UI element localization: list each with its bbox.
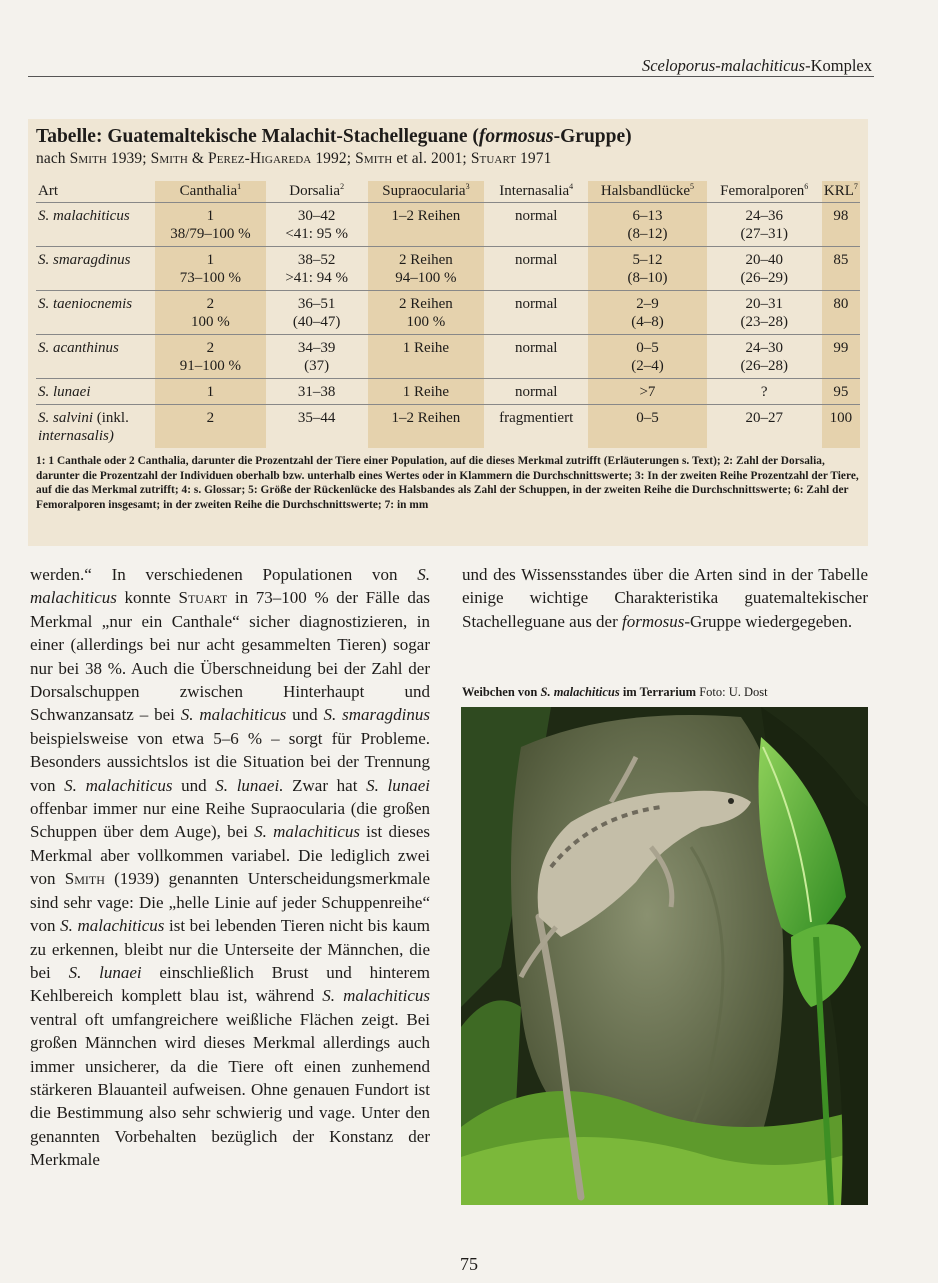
- table-box: [28, 119, 868, 546]
- photo-caption: Weibchen von S. malachiticus im Terrarium Foto: U. Dost: [462, 685, 768, 699]
- table-cell-dors: 30–42 <41: 95 %: [266, 203, 368, 247]
- table-cell-dors: 36–51 (40–47): [266, 291, 368, 335]
- table-cell-hals: >7: [588, 379, 706, 405]
- table-sources: nach Smith 1939; Smith & Perez-Higareda 1992; Smith et al. 2001; Stuart 1971: [36, 150, 552, 167]
- running-head: Sceloporus-malachiticus-Komplex: [641, 56, 872, 75]
- table-cell-supra: 2 Reihen 94–100 %: [368, 247, 484, 291]
- table-cell-art: S. smaragdinus: [36, 247, 155, 291]
- table-cell-fem: 20–31 (23–28): [707, 291, 822, 335]
- table-cell-hals: 6–13 (8–12): [588, 203, 706, 247]
- header-supraocularia: Supraocularia$^3$: [368, 181, 484, 203]
- header-dorsalia: Dorsalia$^2$: [266, 181, 368, 203]
- table-cell-art: S. taeniocnemis: [36, 291, 155, 335]
- table-cell-inter: normal: [484, 335, 588, 379]
- table-row: [36, 203, 860, 247]
- table-cell-art: S. lunaei: [36, 379, 155, 405]
- body-text-right: und des Wissensstandes über die Arten sind in der Tabelle einige wichtige Charakteristika guatemaltekischer Stachelleguane aus der formosus-Gruppe wiedergegeben.: [462, 565, 868, 631]
- table-cell-inter: normal: [484, 379, 588, 405]
- table-title: Tabelle: Guatemaltekische Malachit-Stachelleguane (formosus-Gruppe): [36, 126, 632, 147]
- table-cell-krl: 100: [822, 405, 860, 449]
- table-cell-canth: 1 38/79–100 %: [155, 203, 265, 247]
- table-cell-fem: 24–30 (26–28): [707, 335, 822, 379]
- table-cell-supra: 1–2 Reihen: [368, 203, 484, 247]
- table-cell-krl: 98: [822, 203, 860, 247]
- table-cell-supra: 1–2 Reihen: [368, 405, 484, 449]
- table-cell-krl: 95: [822, 379, 860, 405]
- table-cell-hals: 0–5 (2–4): [588, 335, 706, 379]
- species-table: [36, 181, 860, 448]
- header-krl: KRL$^7$: [822, 181, 860, 203]
- header-halsbandluecke: Halsbandlücke$^5$: [588, 181, 706, 203]
- table-cell-dors: 38–52 >41: 94 %: [266, 247, 368, 291]
- table-header-row: [36, 181, 860, 203]
- table-cell-dors: 35–44: [297, 410, 336, 426]
- table-row: [36, 335, 860, 379]
- body-text-left: werden.“ In verschiedenen Populationen von S. malachiticus konnte Stuart in 73–100 % der Fälle das Merkmal „nur ein Canthale“ sicher diagnostizieren, in einer (allerdings bei nur acht gesammelten Tieren) sogar nur bei 38 %. Auch die Überschneidung bei der Zahl der Dorsalschuppen zwischen Hinterhaupt und Schwanzansatz – bei S. malachiticus und S. smaragdinus beispielsweise von etwa 5–6 % – sorgt für Probleme. Besonders aussichtslos ist die Situation bei der Trennung von S. malachiticus und S. lunaei. Zwar hat S. lunaei offenbar immer nur eine Reihe Supraocularia (die großen Schuppen über dem Auge), bei S. malachiticus ist dieses Merkmal aber vollkommen variabel. Die lediglich zwei von Smith (1939) genannten Unterscheidungsmerkmale sind sehr vage: Die „helle Linie auf jeder Schuppenreihe“ von S. malachiticus ist bei lebenden Tieren nicht bis kaum zu erkennen, bleibt nur die Unterseite der Männchen, die bei S. lunaei einschließlich Brust und hinterem Kehlbereich komplett blau ist, während S. malachiticus ventral oft umfangreichere weißliche Flächen zeigt. Bei großen Männchen wird dieses Merkmal allerdings auch immer unsicherer, da die Tiere oft einen zunhemend stärkeren Blauanteil aufweisen. Ohne genauen Fundort ist die Bestimmung also sehr schwierig und vage. Unter den genannten Vorbehalten bezüglich der Konstanz der Merkmale: [30, 565, 431, 1170]
- table-cell-supra: 2 Reihen 100 %: [368, 291, 484, 335]
- table-row: [36, 247, 860, 291]
- table-cell-supra: 1 Reihe: [368, 335, 484, 379]
- table-cell-fem: ?: [707, 379, 822, 405]
- table-cell-inter: normal: [484, 247, 588, 291]
- table-row: [36, 291, 860, 335]
- table-cell-fem: 24–36 (27–31): [707, 203, 822, 247]
- table-cell-dors: 34–39 (37): [266, 335, 368, 379]
- table-cell-art: S. salvini (inkl. internasalis): [38, 410, 129, 444]
- table-cell-krl: 99: [822, 335, 860, 379]
- page-number: 75: [460, 1254, 478, 1274]
- table-cell-krl: 80: [822, 291, 860, 335]
- table-cell-hals: 5–12 (8–10): [588, 247, 706, 291]
- table-cell-canth: 2: [155, 405, 265, 449]
- table-cell-art: S. malachiticus: [36, 203, 155, 247]
- header-femoralporen: Femoralporen$^6$: [707, 181, 822, 203]
- table-footnote: 1: 1 Canthale oder 2 Canthalia, darunter die Prozentzahl der Tiere einer Population, auf die dieses Merkmal zutrifft (Erläuterungen s. Text); 2: Zahl der Dorsalia, darunter die Prozentzahl der Individuen oberhalb bzw. unterhalb eines Wertes oder in Klammern die Durchschnittswerte; 3: In der zweiten Reihe Prozentzahl der Tiere, auf die das Merkmal zutrifft; 4: s. Glossar; 5: Größe der Rückenlücke des Halsbandes als Zahl der Schuppen, in der zweiten Reihe die Durchschnittswerte; 6: Zahl der Femoralporen insgesamt; in der zweiten Reihe die Durchschnittswerte; 7: in mm: [36, 455, 859, 511]
- table-cell-art: S. acanthinus: [36, 335, 155, 379]
- header-rule: [28, 76, 874, 77]
- header-canthalia: Canthalia$^1$: [155, 181, 265, 203]
- table-cell-canth: 2 91–100 %: [155, 335, 265, 379]
- table-cell-hals: 2–9 (4–8): [588, 291, 706, 335]
- table-cell-hals: 0–5: [588, 405, 706, 449]
- table-row: [36, 405, 860, 449]
- lizard-photo: [461, 707, 868, 1205]
- table-cell-supra: 1 Reihe: [368, 379, 484, 405]
- table-cell-canth: 1 73–100 %: [155, 247, 265, 291]
- lizard-photo-illustration: [461, 707, 868, 1205]
- table-cell-inter: fragmentiert: [499, 410, 574, 426]
- table-cell-fem: 20–27: [745, 410, 783, 426]
- table-cell-dors: 31–38: [266, 379, 368, 405]
- table-cell-krl: 85: [822, 247, 860, 291]
- table-row: [36, 379, 860, 405]
- table-cell-inter: normal: [484, 203, 588, 247]
- table-cell-canth: 2 100 %: [155, 291, 265, 335]
- table-cell-fem: 20–40 (26–29): [707, 247, 822, 291]
- header-internasalia: Internasalia$^4$: [484, 181, 588, 203]
- table-cell-canth: 1: [155, 379, 265, 405]
- table-cell-inter: normal: [484, 291, 588, 335]
- header-art: Art: [36, 181, 155, 203]
